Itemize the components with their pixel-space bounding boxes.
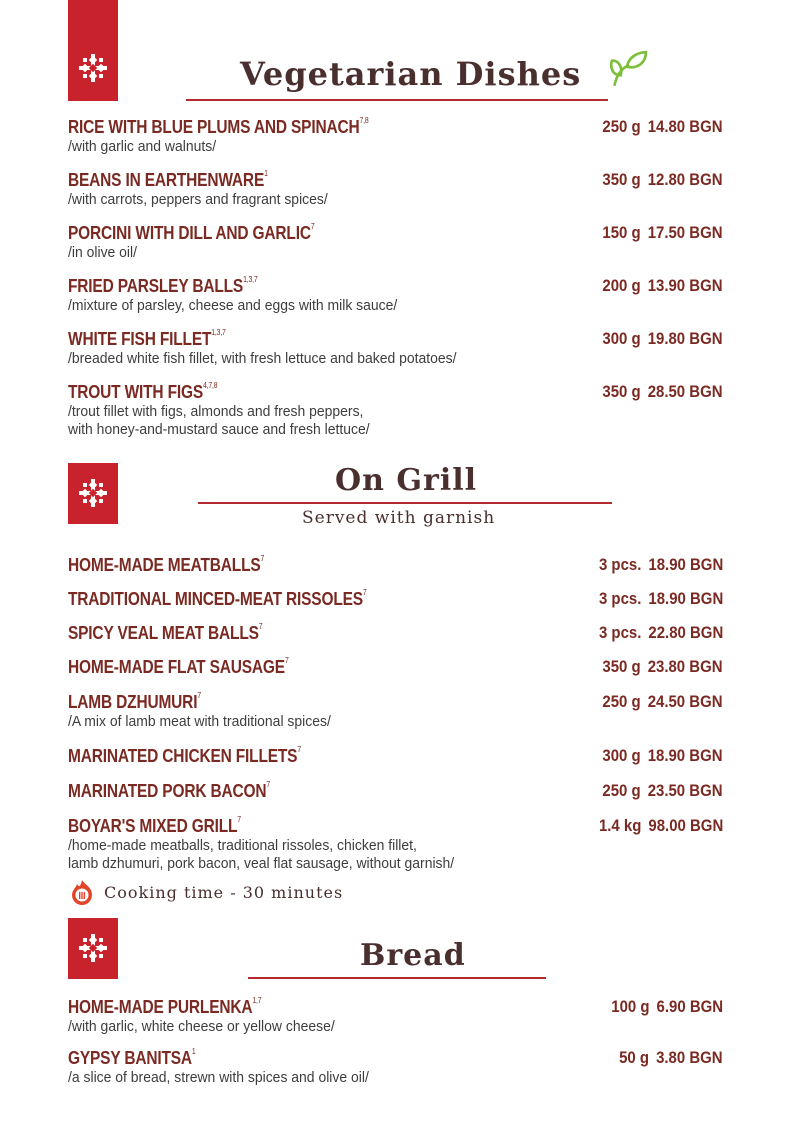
item-description: /with carrots, peppers and fragrant spices/	[68, 191, 328, 208]
snowflake-ornament-icon	[73, 473, 113, 513]
item-name: WHITE FISH FILLET$^{1,3,7}$	[68, 328, 226, 349]
menu-item	[68, 382, 723, 439]
snowflake-ornament-icon	[73, 928, 113, 968]
item-name: RICE WITH BLUE PLUMS AND SPINACH$^{7,8}$	[68, 116, 369, 137]
item-price: 3 pcs. 22.80 BGN	[598, 623, 723, 642]
item-price: 200 g 13.90 BGN	[602, 276, 723, 295]
item-price: 350 g 28.50 BGN	[602, 382, 723, 401]
item-price: 250 g 14.80 BGN	[602, 117, 723, 136]
item-name: HOME-MADE PURLENKA$^{1,7}$	[68, 996, 262, 1017]
menu-item	[68, 170, 723, 209]
snowflake-ornament-icon	[73, 48, 113, 88]
item-description: /trout fillet with figs, almonds and fresh peppers,	[68, 403, 364, 420]
menu-item	[68, 555, 723, 576]
item-price: 250 g 23.50 BGN	[602, 781, 723, 800]
item-price: 3 pcs. 18.90 BGN	[598, 589, 723, 608]
title-underline	[248, 977, 546, 979]
item-description: /a slice of bread, strewn with spices and olive oil/	[68, 1069, 369, 1086]
item-price: 300 g 18.90 BGN	[602, 746, 723, 765]
menu-item	[68, 276, 723, 315]
cooking-time-text: Cooking time - 30 minutes	[104, 882, 344, 902]
item-name: TROUT WITH FIGS$^{4,7,8}$	[68, 381, 218, 402]
menu-item	[68, 746, 723, 767]
menu-item	[68, 329, 723, 368]
item-description-line2: with honey-and-mustard sauce and fresh lettuce/	[68, 421, 370, 438]
item-name: FRIED PARSLEY BALLS$^{1,3,7}$	[68, 275, 258, 296]
menu-item	[68, 781, 723, 802]
item-name: BEANS IN EARTHENWARE$^1$	[68, 169, 268, 190]
item-name: LAMB DZHUMURI$^7$	[68, 691, 201, 712]
item-price: 100 g 6.90 BGN	[611, 997, 723, 1016]
cooking-fire-icon	[68, 878, 96, 906]
menu-item	[68, 692, 723, 731]
item-name: TRADITIONAL MINCED-MEAT RISSOLES$^7$	[68, 588, 367, 609]
item-name: PORCINI WITH DILL AND GARLIC$^7$	[68, 222, 315, 243]
item-price: 3 pcs. 18.90 BGN	[598, 555, 723, 574]
item-price: 300 g 19.80 BGN	[602, 329, 723, 348]
item-price: 50 g 3.80 BGN	[619, 1048, 723, 1067]
section-title-vegetarian: Vegetarian Dishes	[240, 55, 582, 93]
item-price: 350 g 23.80 BGN	[602, 657, 723, 676]
menu-item	[68, 657, 723, 678]
leaf-icon	[606, 48, 648, 90]
menu-item	[68, 589, 723, 610]
section-badge-grill	[68, 463, 118, 524]
section-badge-bread	[68, 918, 118, 979]
item-name: MARINATED PORK BACON$^7$	[68, 780, 271, 801]
item-price: 150 g 17.50 BGN	[602, 223, 723, 242]
menu-item	[68, 223, 723, 262]
item-description-line2: lamb dzhumuri, pork bacon, veal flat sausage, without garnish/	[68, 855, 455, 872]
item-price: 1.4 kg 98.00 BGN	[598, 816, 723, 835]
item-price: 350 g 12.80 BGN	[602, 170, 723, 189]
menu-item	[68, 117, 723, 156]
item-description: /with garlic, white cheese or yellow cheese/	[68, 1018, 335, 1035]
item-description: /mixture of parsley, cheese and eggs with milk sauce/	[68, 297, 398, 314]
menu-item	[68, 997, 723, 1036]
menu-item	[68, 816, 723, 873]
item-description: /with garlic and walnuts/	[68, 138, 217, 155]
item-name: SPICY VEAL MEAT BALLS$^7$	[68, 622, 263, 643]
section-subtitle: Served with garnish	[302, 508, 496, 528]
item-name: MARINATED CHICKEN FILLETS$^7$	[68, 745, 301, 766]
section-title-grill: On Grill	[335, 463, 478, 498]
menu-item	[68, 623, 723, 644]
item-description: /in olive oil/	[68, 244, 138, 261]
item-description: /A mix of lamb meat with traditional spices/	[68, 713, 331, 730]
item-description: /breaded white fish fillet, with fresh lettuce and baked potatoes/	[68, 350, 457, 367]
item-description: /home-made meatballs, traditional rissoles, chicken fillet,	[68, 837, 417, 854]
item-price: 250 g 24.50 BGN	[602, 692, 723, 711]
item-name: HOME-MADE FLAT SAUSAGE$^7$	[68, 656, 289, 677]
item-name: HOME-MADE MEATBALLS$^7$	[68, 554, 265, 575]
menu-item	[68, 1048, 723, 1087]
title-underline	[186, 99, 608, 101]
item-name: BOYAR'S MIXED GRILL$^7$	[68, 815, 241, 836]
section-badge-vegetarian	[68, 0, 118, 101]
item-name: GYPSY BANITSA$^1$	[68, 1047, 196, 1068]
section-title-bread: Bread	[360, 938, 466, 973]
title-underline	[198, 502, 612, 504]
cooking-time-note	[68, 878, 343, 906]
